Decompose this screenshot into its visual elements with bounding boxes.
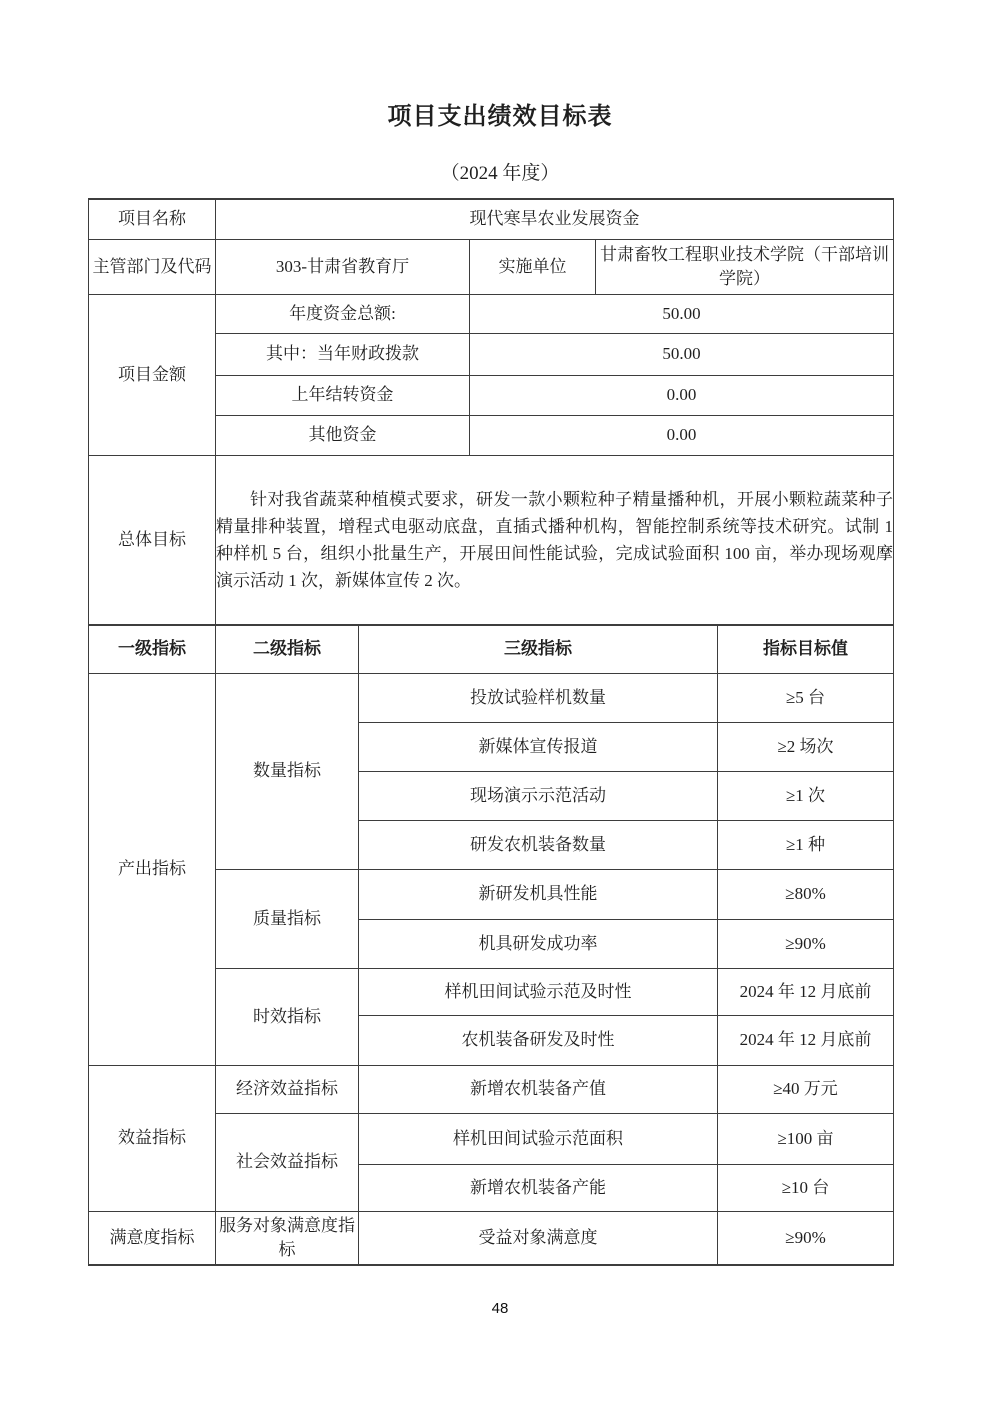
level2-indicator-cell: 时效指标	[216, 968, 359, 1065]
project-name-label: 项目名称	[89, 199, 216, 239]
table-row	[89, 239, 894, 294]
department-label: 主管部门及代码	[89, 239, 216, 294]
implementer-label: 实施单位	[470, 239, 596, 294]
page-number: 48	[491, 1300, 509, 1317]
level2-indicator-cell: 经济效益指标	[216, 1065, 359, 1113]
indicator-target-cell: ≥10 台	[718, 1164, 894, 1211]
implementer-value: 甘肃畜牧工程职业技术学院（干部培训学院）	[596, 239, 894, 294]
indicator-target-cell: ≥40 万元	[718, 1065, 894, 1113]
level1-indicator-cell: 满意度指标	[89, 1211, 216, 1265]
table-row	[89, 1211, 894, 1265]
table-header-row	[89, 625, 894, 673]
overall-goal-label: 总体目标	[89, 455, 216, 624]
project-info-table	[88, 198, 894, 624]
indicator-target-cell: ≥100 亩	[718, 1113, 894, 1164]
indicator-name-cell: 新增农机装备产能	[359, 1164, 718, 1211]
level2-indicator-cell: 社会效益指标	[216, 1113, 359, 1211]
indicator-name-cell: 机具研发成功率	[359, 919, 718, 968]
column-header-level2: 二级指标	[216, 625, 359, 673]
indicator-target-cell: ≥80%	[718, 869, 894, 919]
indicator-name-cell: 现场演示示范活动	[359, 771, 718, 820]
table-row	[89, 1065, 894, 1113]
indicator-target-cell: ≥90%	[718, 1211, 894, 1265]
level2-indicator-cell: 质量指标	[216, 869, 359, 968]
indicator-name-cell: 新研发机具性能	[359, 869, 718, 919]
amount-row-value: 50.00	[470, 333, 894, 375]
indicator-name-cell: 样机田间试验示范及时性	[359, 968, 718, 1015]
amount-row-label: 年度资金总额:	[216, 294, 470, 333]
indicator-target-cell: 2024 年 12 月底前	[718, 1015, 894, 1065]
indicator-target-cell: ≥5 台	[718, 673, 894, 722]
column-header-level3: 三级指标	[359, 625, 718, 673]
indicator-target-cell: 2024 年 12 月底前	[718, 968, 894, 1015]
amount-label: 项目金额	[89, 294, 216, 455]
column-header-level1: 一级指标	[89, 625, 216, 673]
amount-row-label: 上年结转资金	[216, 375, 470, 415]
level2-indicator-cell: 服务对象满意度指标	[216, 1211, 359, 1265]
indicator-target-cell: ≥1 种	[718, 820, 894, 869]
amount-row-value: 50.00	[470, 294, 894, 333]
page-title: 项目支出绩效目标表	[387, 104, 613, 130]
amount-row-value: 0.00	[470, 415, 894, 455]
page-subtitle: （2024 年度）	[440, 163, 560, 184]
table-row	[89, 199, 894, 239]
table-row	[89, 673, 894, 722]
table-row	[89, 294, 894, 333]
level1-indicator-cell: 产出指标	[89, 673, 216, 1065]
indicator-name-cell: 研发农机装备数量	[359, 820, 718, 869]
indicator-name-cell: 受益对象满意度	[359, 1211, 718, 1265]
level2-indicator-cell: 数量指标	[216, 673, 359, 869]
indicator-target-cell: ≥90%	[718, 919, 894, 968]
indicators-table	[88, 624, 894, 1266]
amount-row-value: 0.00	[470, 375, 894, 415]
indicator-name-cell: 新增农机装备产值	[359, 1065, 718, 1113]
indicator-target-cell: ≥2 场次	[718, 722, 894, 771]
amount-row-label: 其他资金	[216, 415, 470, 455]
indicator-name-cell: 新媒体宣传报道	[359, 722, 718, 771]
level1-indicator-cell: 效益指标	[89, 1065, 216, 1211]
table-row	[89, 455, 894, 624]
indicator-name-cell: 投放试验样机数量	[359, 673, 718, 722]
overall-goal-cell	[216, 455, 894, 624]
indicator-name-cell: 农机装备研发及时性	[359, 1015, 718, 1065]
amount-row-label: 其中：当年财政拨款	[216, 333, 470, 375]
overall-goal-text: 针对我省蔬菜种植模式要求，研发一款小颗粒种子精量播种机，开展小颗粒蔬菜种子精量排种装置，增程式电驱动底盘，直插式播种机构，智能控制系统等技术研究。试制 1 种样机 5 台，组织小批量生产，开展田间性能试验，完成试验面积 100 亩，举办现场观摩演示活动 1 次，新媒体宣传 2 次。	[216, 489, 893, 590]
project-name-value: 现代寒旱农业发展资金	[216, 199, 894, 239]
indicator-name-cell: 样机田间试验示范面积	[359, 1113, 718, 1164]
indicator-target-cell: ≥1 次	[718, 771, 894, 820]
column-header-target: 指标目标值	[718, 625, 894, 673]
department-value: 303-甘肃省教育厅	[216, 239, 470, 294]
